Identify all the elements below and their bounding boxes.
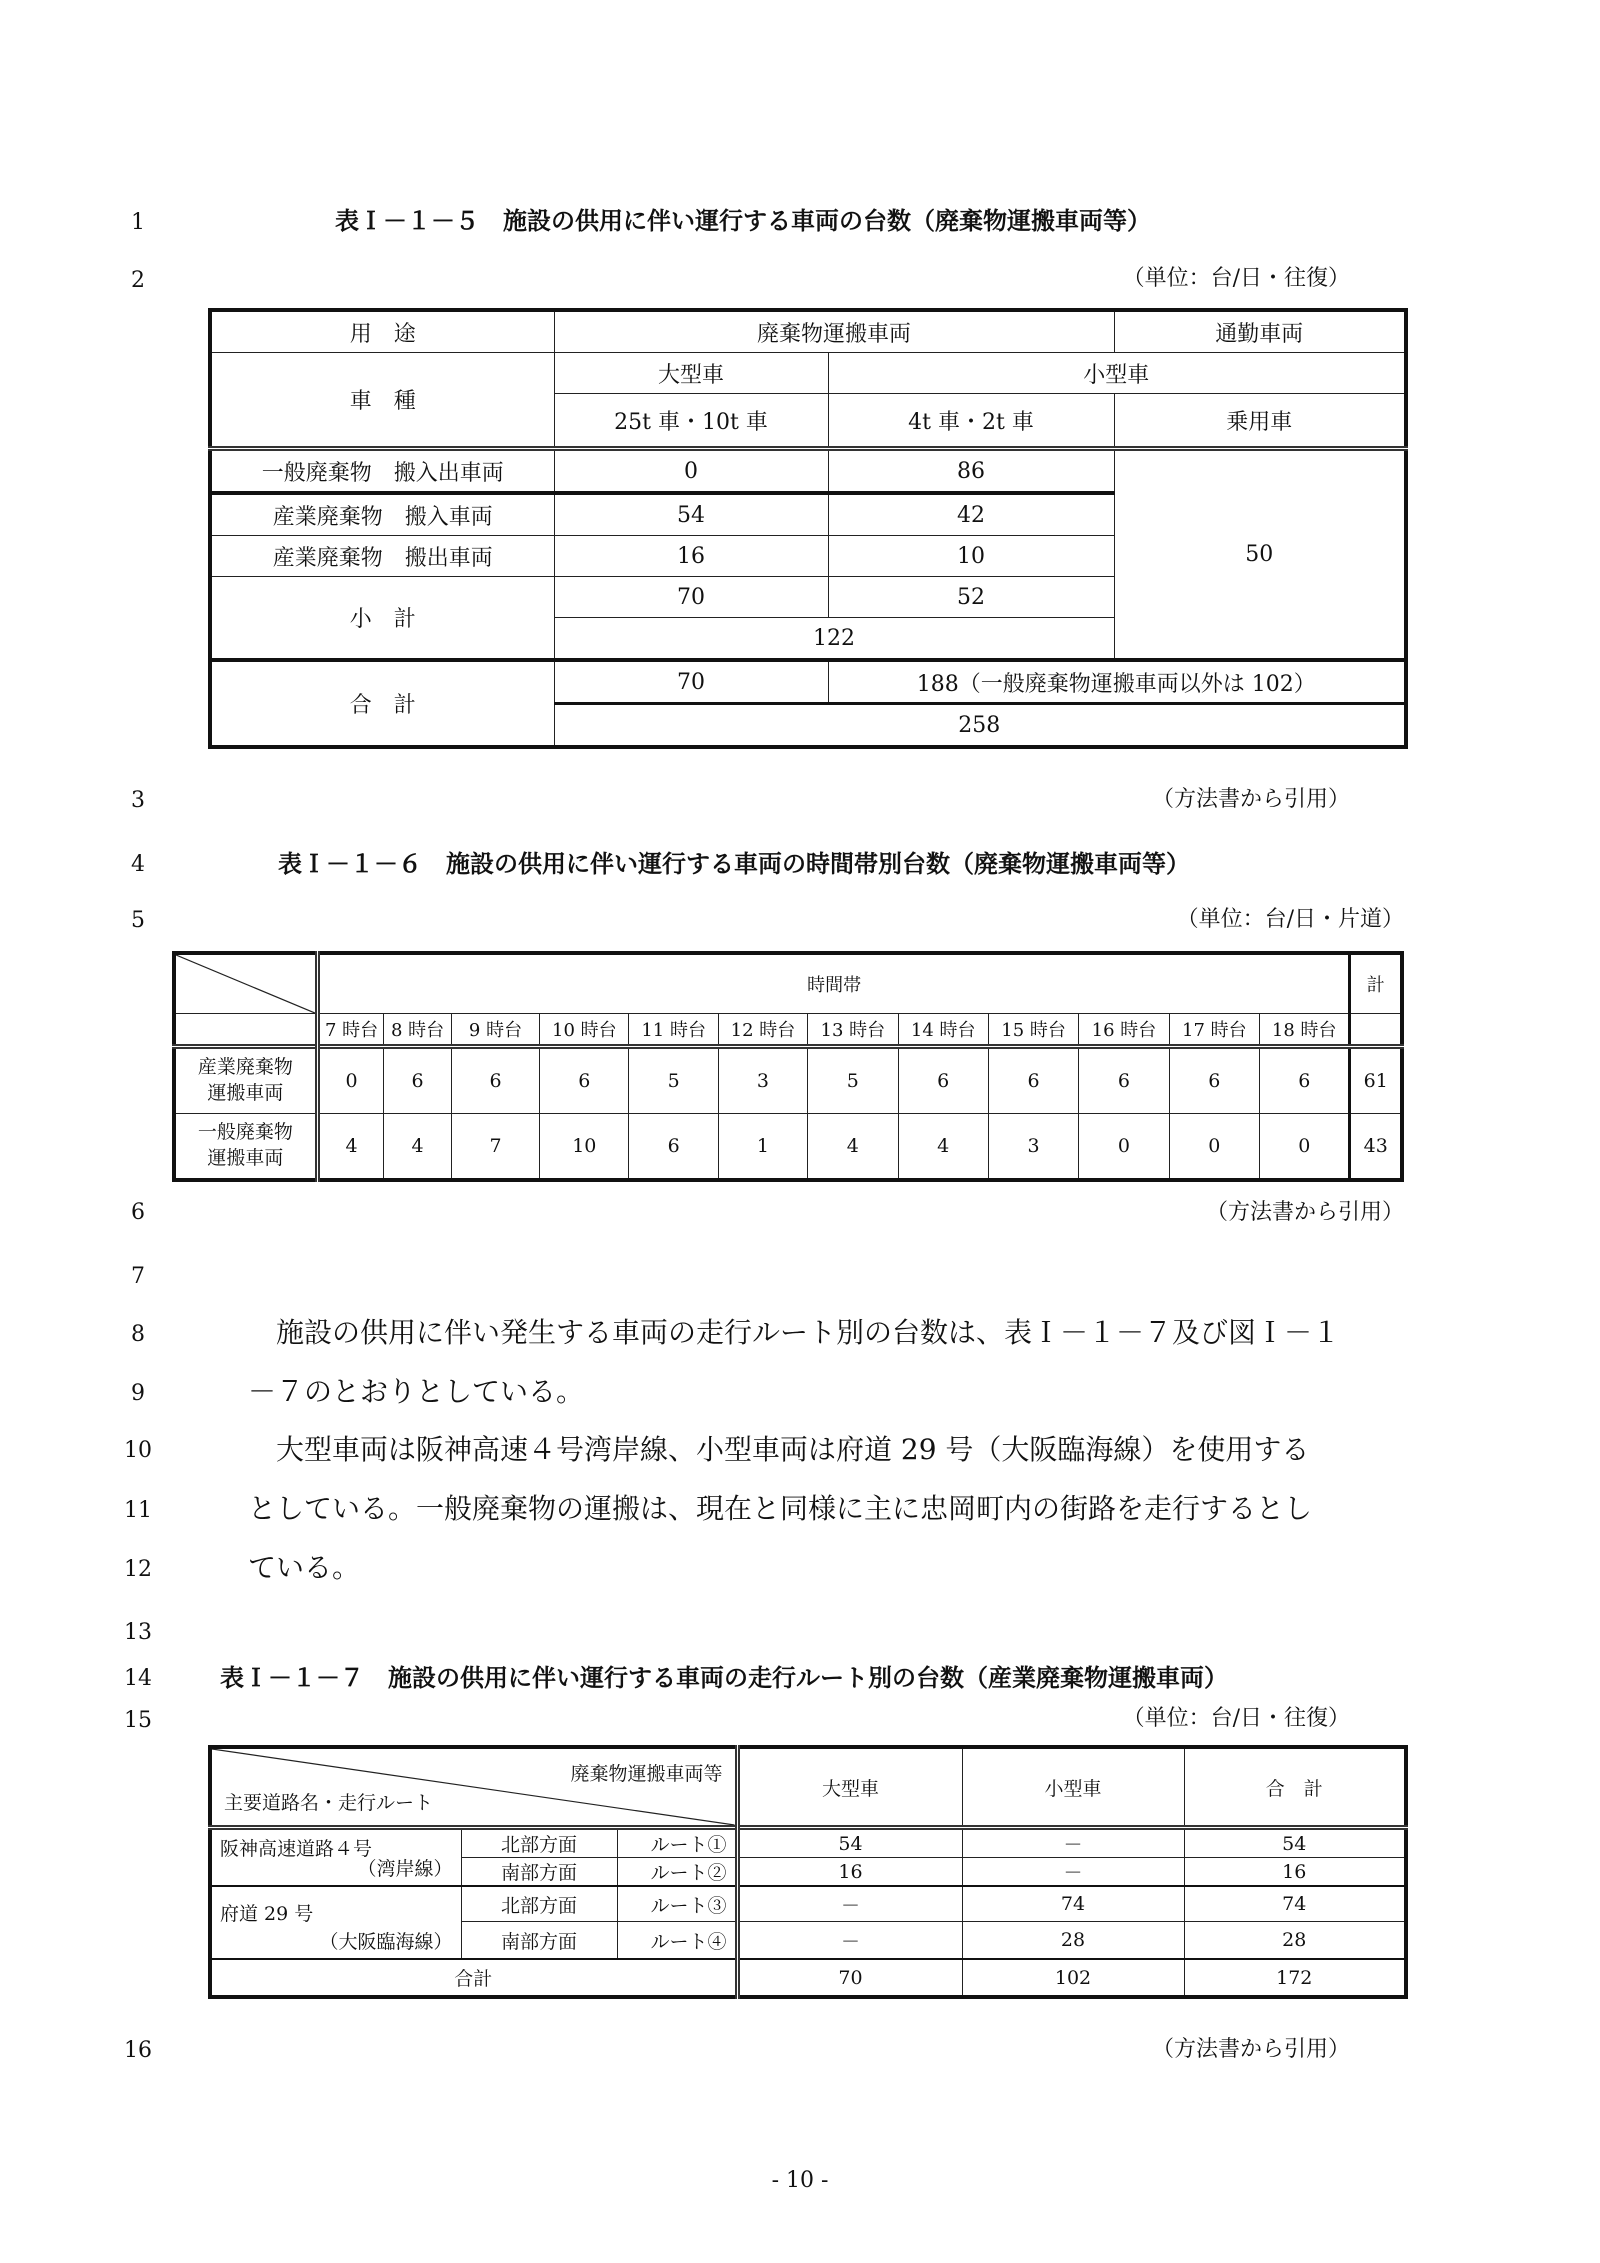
cell-large: 54 [554, 493, 828, 536]
cell-passenger: 50 [1114, 449, 1406, 661]
hour-header: 14 時台 [898, 1014, 988, 1047]
hour-value: 4 [317, 1114, 383, 1181]
table3-caption: 表Ｉ－１－７ 施設の供用に伴い運行する車両の走行ルート別の台数（産業廃棄物運搬車両） [220, 1664, 1228, 1692]
road-sub: （大阪臨海線） [319, 1931, 453, 1953]
road-sub: （湾岸線） [357, 1858, 453, 1880]
hour-header: 7 時台 [317, 1014, 383, 1047]
cell-small: 28 [962, 1922, 1184, 1960]
header-large-sub: 25t 車・10t 車 [554, 394, 828, 449]
cell-small: 42 [828, 493, 1114, 536]
hour-value: 10 [540, 1114, 629, 1181]
table3-source: （方法書から引用） [1151, 2037, 1350, 2062]
row-label: 一般廃棄物 搬入出車両 [210, 449, 554, 494]
hour-header: 8 時台 [384, 1014, 452, 1047]
header-large: 大型車 [737, 1747, 962, 1828]
header-large: 大型車 [554, 353, 828, 394]
hour-header: 9 時台 [451, 1014, 539, 1047]
row-label [174, 1047, 317, 1114]
cell-small: － [962, 1828, 1184, 1858]
hourly-vehicle-table [172, 951, 1404, 1182]
table3-unit: （単位：台/日・往復） [1122, 1706, 1350, 1731]
route: ルート③ [617, 1886, 737, 1922]
hour-value: 0 [1169, 1114, 1259, 1181]
table1-caption: 表Ｉ－１－５ 施設の供用に伴い運行する車両の台数（廃棄物運搬車両等） [335, 207, 1151, 235]
hour-value: 6 [898, 1047, 988, 1114]
line-number: 16 [124, 2038, 152, 2063]
direction: 南部方面 [461, 1858, 617, 1887]
hour-value: 4 [898, 1114, 988, 1181]
table2-caption: 表Ｉ－１－６ 施設の供用に伴い運行する車両の時間帯別台数（廃棄物運搬車両等） [278, 850, 1190, 878]
line-number: 7 [131, 1264, 145, 1289]
header-small-sub: 4t 車・2t 車 [828, 394, 1114, 449]
direction: 北部方面 [461, 1886, 617, 1922]
row-label [174, 1114, 317, 1181]
diagonal-header-cell [210, 1747, 737, 1828]
cell-large: － [737, 1922, 962, 1960]
line-number: 5 [131, 908, 145, 933]
hour-header: 17 時台 [1169, 1014, 1259, 1047]
total-small: 102 [962, 1959, 1184, 1997]
hour-value: 6 [451, 1047, 539, 1114]
line-number: 6 [131, 1200, 145, 1225]
header-passenger: 乗用車 [1114, 394, 1406, 449]
cell-large: 0 [554, 449, 828, 494]
road-cell [210, 1828, 461, 1887]
cell-large: － [737, 1886, 962, 1922]
diagonal-corner-cell [174, 953, 317, 1014]
header-small: 小型車 [962, 1747, 1184, 1828]
total-label: 合計 [210, 1959, 737, 1997]
line-number: 4 [131, 852, 145, 877]
hour-value: 3 [718, 1047, 807, 1114]
row-label-line1: 一般廃棄物 [197, 1121, 293, 1144]
row-label-line1: 産業廃棄物 [197, 1056, 293, 1079]
hour-value: 6 [384, 1047, 452, 1114]
cell-total: 16 [1184, 1858, 1406, 1887]
cell-large: 16 [737, 1858, 962, 1887]
table2-unit: （単位：台/日・片道） [1176, 907, 1404, 932]
row-label: 産業廃棄物 搬入車両 [210, 493, 554, 536]
row-label: 産業廃棄物 搬出車両 [210, 536, 554, 577]
cell-total: 74 [1184, 1886, 1406, 1922]
cell-small: 74 [962, 1886, 1184, 1922]
row-total: 61 [1350, 1047, 1402, 1114]
header-usage: 用 途 [210, 310, 554, 353]
hour-value: 0 [1079, 1114, 1169, 1181]
hour-header: 15 時台 [988, 1014, 1078, 1047]
hour-value: 0 [317, 1047, 383, 1114]
paragraph-line: 施設の供用に伴い発生する車両の走行ルート別の台数は、表Ｉ－１－７及び図Ｉ－１ [248, 1316, 1341, 1349]
hour-value: 6 [540, 1047, 629, 1114]
cell-total: 54 [1184, 1828, 1406, 1858]
header-small: 小型車 [828, 353, 1406, 394]
line-number: 8 [131, 1322, 145, 1347]
diag-bottom-label: 主要道路名・走行ルート [224, 1792, 434, 1814]
hour-header: 10 時台 [540, 1014, 629, 1047]
hour-value: 5 [808, 1047, 898, 1114]
route: ルート② [617, 1858, 737, 1887]
line-number: 14 [124, 1666, 152, 1691]
diag-top-label: 廃棄物運搬車両等 [570, 1763, 723, 1785]
line-number: 3 [131, 788, 145, 813]
line-number: 13 [124, 1620, 152, 1645]
road-name: 阪神高速道路４号 [220, 1838, 373, 1860]
header-total: 合 計 [1184, 1747, 1406, 1828]
row-total: 43 [1350, 1114, 1402, 1181]
hour-value: 1 [718, 1114, 807, 1181]
line-number: 11 [124, 1498, 152, 1523]
line-number: 9 [131, 1381, 145, 1406]
subtotal-small: 52 [828, 577, 1114, 618]
cell-small: 10 [828, 536, 1114, 577]
row-label-line2: 運搬車両 [207, 1082, 284, 1104]
hour-value: 5 [629, 1047, 718, 1114]
diagonal-line [176, 955, 315, 1013]
total-total: 172 [1184, 1959, 1406, 1997]
hour-value: 7 [451, 1114, 539, 1181]
paragraph-line: 大型車両は阪神高速４号湾岸線、小型車両は府道 29 号（大阪臨海線）を使用する [248, 1433, 1310, 1466]
total-label: 合 計 [210, 660, 554, 747]
page-number: - 10 - [771, 2168, 829, 2193]
paragraph-line: －７のとおりとしている。 [248, 1375, 585, 1408]
table1-source: （方法書から引用） [1151, 787, 1350, 812]
hour-header: 13 時台 [808, 1014, 898, 1047]
route-vehicle-table [208, 1745, 1408, 1999]
hour-header: 11 時台 [629, 1014, 718, 1047]
line-number: 1 [131, 210, 145, 235]
hour-value: 4 [808, 1114, 898, 1181]
road-cell [210, 1886, 461, 1959]
direction: 南部方面 [461, 1922, 617, 1960]
hour-header: 18 時台 [1260, 1014, 1350, 1047]
line-number: 2 [131, 268, 145, 293]
route: ルート① [617, 1828, 737, 1858]
hour-value: 3 [988, 1114, 1078, 1181]
vehicle-count-table [208, 308, 1408, 749]
cell-small: 86 [828, 449, 1114, 494]
subtotal-large: 70 [554, 577, 828, 618]
direction: 北部方面 [461, 1828, 617, 1858]
hour-value: 0 [1260, 1114, 1350, 1181]
line-number: 10 [124, 1438, 152, 1463]
header-commute-vehicles: 通勤車両 [1114, 310, 1406, 353]
total-combined: 258 [554, 704, 1406, 748]
paragraph-line: としている。一般廃棄物の運搬は、現在と同様に主に忠岡町内の街路を走行するとし [248, 1492, 1313, 1525]
cell-large: 16 [554, 536, 828, 577]
subtotal-label: 小 計 [210, 577, 554, 661]
header-vehicle-type: 車 種 [210, 353, 554, 449]
cell-large: 54 [737, 1828, 962, 1858]
hour-header: 12 時台 [718, 1014, 807, 1047]
road-name: 府道 29 号 [220, 1903, 314, 1925]
route: ルート④ [617, 1922, 737, 1960]
time-band-header: 時間帯 [317, 953, 1350, 1014]
total-small: 188（一般廃棄物運搬車両以外は 102） [828, 660, 1406, 704]
empty-cell [1350, 1014, 1402, 1047]
hour-value: 4 [384, 1114, 452, 1181]
table2-source: （方法書から引用） [1205, 1200, 1404, 1225]
cell-small: － [962, 1858, 1184, 1887]
hour-value: 6 [629, 1114, 718, 1181]
hour-value: 6 [988, 1047, 1078, 1114]
empty-cell [174, 1014, 317, 1047]
total-large: 70 [737, 1959, 962, 1997]
cell-total: 28 [1184, 1922, 1406, 1960]
hour-value: 6 [1079, 1047, 1169, 1114]
total-large: 70 [554, 660, 828, 704]
row-label-line2: 運搬車両 [207, 1147, 284, 1169]
line-number: 15 [124, 1708, 152, 1733]
paragraph-line: ている。 [248, 1551, 361, 1584]
header-waste-vehicles: 廃棄物運搬車両 [554, 310, 1114, 353]
hour-header: 16 時台 [1079, 1014, 1169, 1047]
hour-value: 6 [1169, 1047, 1259, 1114]
table1-unit: （単位：台/日・往復） [1122, 266, 1350, 291]
total-header: 計 [1350, 953, 1402, 1014]
hour-value: 6 [1260, 1047, 1350, 1114]
subtotal-combined: 122 [554, 618, 1114, 661]
line-number: 12 [124, 1557, 152, 1582]
